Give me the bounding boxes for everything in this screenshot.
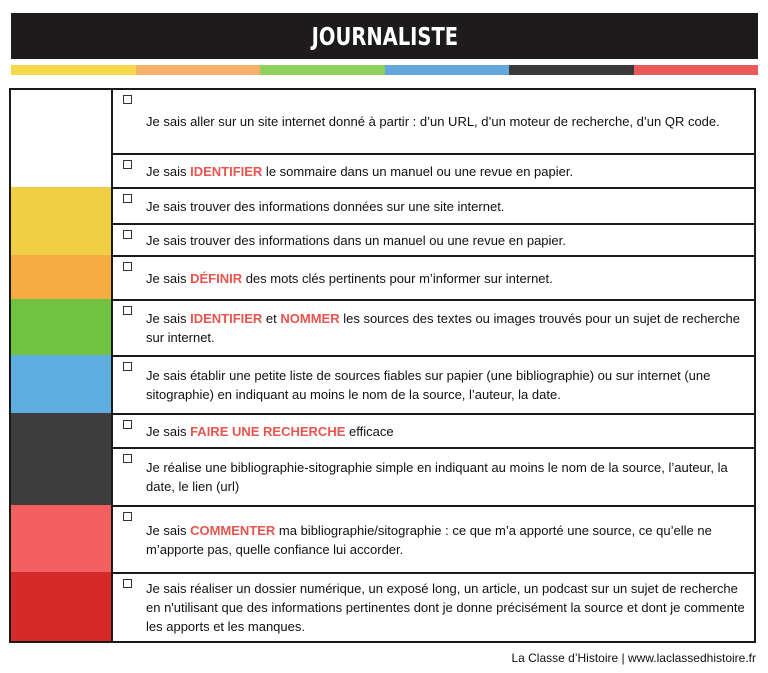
skill-text <box>146 197 746 216</box>
page-title: JOURNALISTE <box>311 21 458 51</box>
skill-keyword: NOMMER <box>280 311 340 326</box>
level-band-2 <box>11 187 111 255</box>
skill-text <box>146 579 746 636</box>
skill-text-part: Je réalise une bibliographie-sitographie simple en indiquant au moins le nom de la source, l’auteur, la date, le lien (url) <box>146 460 728 494</box>
checkbox[interactable] <box>123 95 132 104</box>
skill-text <box>146 112 746 131</box>
header-bar <box>11 13 758 59</box>
skill-row <box>113 447 754 505</box>
level-band-3 <box>11 255 111 299</box>
skill-text <box>146 162 746 181</box>
skills-table <box>9 88 756 643</box>
skill-text <box>146 422 746 441</box>
skill-row <box>113 299 754 355</box>
skill-keyword: IDENTIFIER <box>190 163 263 179</box>
skill-text <box>146 458 746 496</box>
skill-text-part: Je sais réaliser un dossier numérique, un exposé long, un article, un podcast sur un sujet de recherche en n'utilisant que des informations pertinentes dont je donne précisément la source et dont je commente les apports et les manques. <box>146 581 745 634</box>
level-band-8 <box>11 572 111 641</box>
skill-text-part: Je sais <box>146 270 191 286</box>
checkbox[interactable] <box>123 420 132 429</box>
skill-row <box>113 355 754 413</box>
skill-row <box>113 90 754 153</box>
checkbox[interactable] <box>123 262 132 271</box>
level-band-7 <box>11 505 111 572</box>
checkbox[interactable] <box>123 454 132 463</box>
level-band-4 <box>11 299 111 355</box>
skill-row <box>113 505 754 572</box>
skill-text-part: Je sais <box>146 163 191 179</box>
skill-text-part: le sommaire dans un manuel ou une revue en papier. <box>262 163 574 179</box>
skill-row <box>113 153 754 187</box>
skill-text <box>146 521 746 559</box>
skill-row <box>113 413 754 447</box>
level-band-6 <box>11 413 111 505</box>
skill-keyword: FAIRE UNE RECHERCHE <box>190 423 346 439</box>
checkbox[interactable] <box>123 579 132 588</box>
skill-text-part: et <box>262 311 281 326</box>
skill-text-part: des mots clés pertinents pour m’informer sur internet. <box>242 270 553 286</box>
skill-text-part: Je sais trouver des informations dans un manuel ou une revue en papier. <box>146 232 566 248</box>
skill-row <box>113 572 754 641</box>
skill-text-part: ma bibliographie/sitographie : ce que m’a apporté une source, ce qu’elle ne m’apporte pas, quelle confiance lui accorder. <box>146 522 712 557</box>
skill-text-part: Je sais <box>146 423 191 439</box>
stripe-blue <box>385 65 510 75</box>
skill-row <box>113 255 754 299</box>
stripe-orange <box>136 65 261 75</box>
skill-keyword: IDENTIFIER <box>190 311 263 326</box>
stripe-dark <box>509 65 634 75</box>
footer-credit: La Classe d’Histoire | www.laclassedhistoire.fr <box>511 651 756 665</box>
skill-text-part: efficace <box>345 423 394 439</box>
level-color-column <box>11 90 113 641</box>
stripe-green <box>260 65 385 75</box>
skill-text-part: Je sais trouver des informations données sur une site internet. <box>146 198 505 214</box>
checkbox[interactable] <box>123 194 132 203</box>
checkbox[interactable] <box>123 306 132 315</box>
skill-text-part: Je sais aller sur un site internet donné à partir : d’un URL, d’un moteur de recherche, d’un QR code. <box>146 114 720 129</box>
skill-text-part: Je sais établir une petite liste de sources fiables sur papier (une bibliographie) ou sur internet (une sitographie) en indiquant au moins le nom de la source, l’auteur, la date. <box>146 368 711 402</box>
skill-text <box>146 269 746 288</box>
skill-keyword: COMMENTER <box>190 522 276 538</box>
skill-text-part: les sources des textes ou images trouvés pour un sujet de recherche sur internet. <box>146 311 740 345</box>
level-band-5 <box>11 355 111 413</box>
skill-text-part: Je sais <box>146 522 191 538</box>
color-stripe <box>11 65 758 75</box>
skill-text-part: Je sais <box>146 311 191 326</box>
skill-text <box>146 231 746 250</box>
stripe-yellow <box>11 65 136 75</box>
checkbox[interactable] <box>123 512 132 521</box>
skill-row <box>113 223 754 255</box>
skill-keyword: DÉFINIR <box>190 270 243 286</box>
checkbox[interactable] <box>123 160 132 169</box>
checkbox[interactable] <box>123 230 132 239</box>
checkbox[interactable] <box>123 362 132 371</box>
skill-text <box>146 309 746 347</box>
skill-text <box>146 366 746 404</box>
stripe-red <box>634 65 759 75</box>
level-band-1 <box>11 90 111 187</box>
skill-row <box>113 187 754 223</box>
